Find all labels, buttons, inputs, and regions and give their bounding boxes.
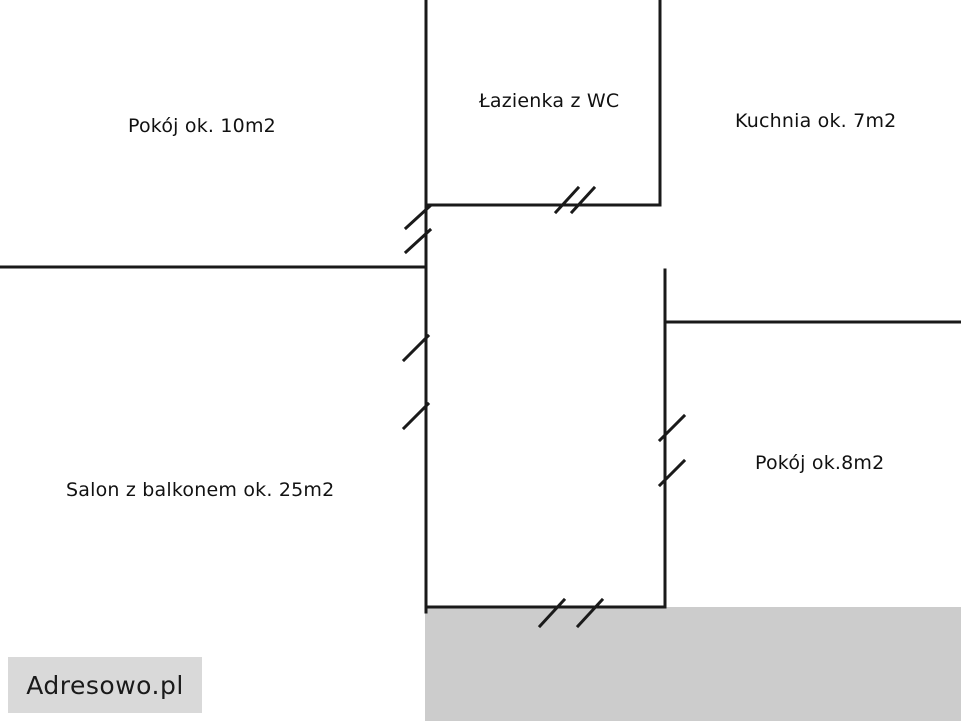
room-label-pokoj-10: Pokój ok. 10m2: [128, 115, 276, 137]
room-label-salon: Salon z balkonem ok. 25m2: [66, 479, 335, 501]
room-label-pokoj-8: Pokój ok.8m2: [755, 452, 885, 474]
room-label-kuchnia: Kuchnia ok. 7m2: [735, 110, 897, 132]
watermark: [8, 657, 202, 713]
door-marks: [404, 188, 684, 626]
room-label-lazienka: Łazienka z WC: [479, 90, 620, 112]
watermark-text: Adresowo.pl: [26, 670, 184, 700]
filled-balcony-area: [425, 607, 961, 721]
